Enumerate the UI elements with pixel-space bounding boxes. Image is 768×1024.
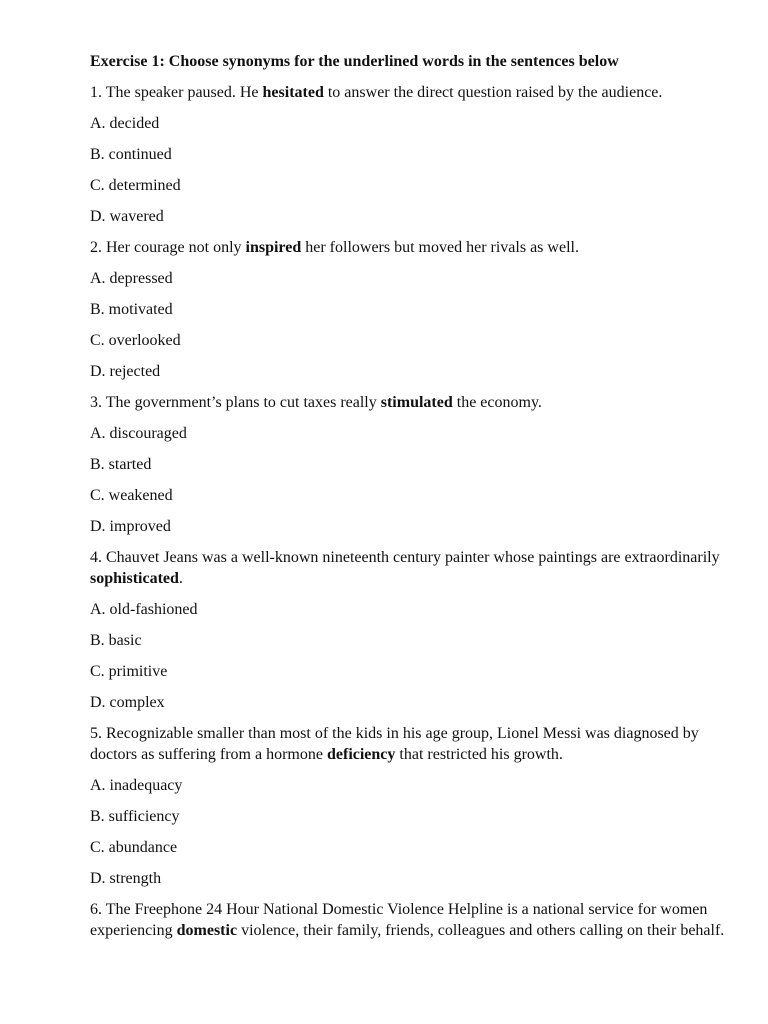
document-page [90, 51, 740, 951]
question-keyword: domestic [176, 922, 238, 939]
question-text [90, 392, 740, 413]
question-3 [90, 392, 740, 537]
question-text-pre: 1. The speaker paused. He [90, 84, 263, 101]
answer-option: A. decided [90, 115, 160, 132]
answer-option: A. depressed [90, 270, 173, 287]
question-text-post: that restricted his growth. [395, 746, 563, 763]
question-5 [90, 723, 740, 889]
answer-option: C. weakened [90, 487, 173, 504]
question-text-pre: 5. Recognizable smaller than most of the kids in his age group, Lionel Messi was diagnosed by doctors as suffering from a hormone [90, 725, 699, 763]
question-text-pre: 2. Her courage not only [90, 239, 246, 256]
question-text-post: to answer the direct question raised by the audience. [323, 84, 663, 101]
question-text [90, 237, 740, 258]
question-keyword: sophisticated [90, 570, 179, 587]
answer-option: C. primitive [90, 663, 168, 680]
question-text [90, 723, 740, 765]
question-keyword: hesitated [262, 84, 324, 101]
answer-option: A. discouraged [90, 425, 187, 442]
answer-option: D. wavered [90, 208, 164, 225]
answer-option: D. complex [90, 694, 165, 711]
question-text-post: . [178, 570, 183, 587]
answer-option: D. strength [90, 870, 162, 887]
answer-option: C. overlooked [90, 332, 181, 349]
answer-option: B. continued [90, 146, 172, 163]
answer-option: B. started [90, 456, 152, 473]
question-1 [90, 82, 740, 227]
question-6 [90, 899, 740, 941]
answer-option: A. inadequacy [90, 777, 183, 794]
question-text-post: the economy. [452, 394, 542, 411]
question-keyword: stimulated [380, 394, 453, 411]
exercise-title: Exercise 1: Choose synonyms for the underlined words in the sentences below [90, 53, 619, 70]
question-keyword: inspired [245, 239, 302, 256]
answer-option: D. rejected [90, 363, 161, 380]
question-text-post: violence, their family, friends, colleagues and others calling on their behalf. [237, 922, 725, 939]
question-text-post: her followers but moved her rivals as well. [301, 239, 579, 256]
answer-option: A. old-fashioned [90, 601, 198, 618]
answer-option: C. determined [90, 177, 181, 194]
question-2 [90, 237, 740, 382]
question-text-pre: 4. Chauvet Jeans was a well-known nineteenth century painter whose paintings are extraordinarily [90, 549, 720, 566]
question-4 [90, 547, 740, 713]
question-keyword: deficiency [326, 746, 396, 763]
question-text-pre: 6. The Freephone 24 Hour National Domestic Violence Helpline is a national service for women experiencing [90, 901, 708, 939]
answer-option: D. improved [90, 518, 171, 535]
question-text-pre: 3. The government’s plans to cut taxes really [90, 394, 381, 411]
answer-option: B. sufficiency [90, 808, 180, 825]
answer-option: B. basic [90, 632, 142, 649]
answer-option: C. abundance [90, 839, 178, 856]
question-text [90, 82, 740, 103]
answer-option: B. motivated [90, 301, 173, 318]
question-text [90, 899, 740, 941]
question-text [90, 547, 740, 589]
